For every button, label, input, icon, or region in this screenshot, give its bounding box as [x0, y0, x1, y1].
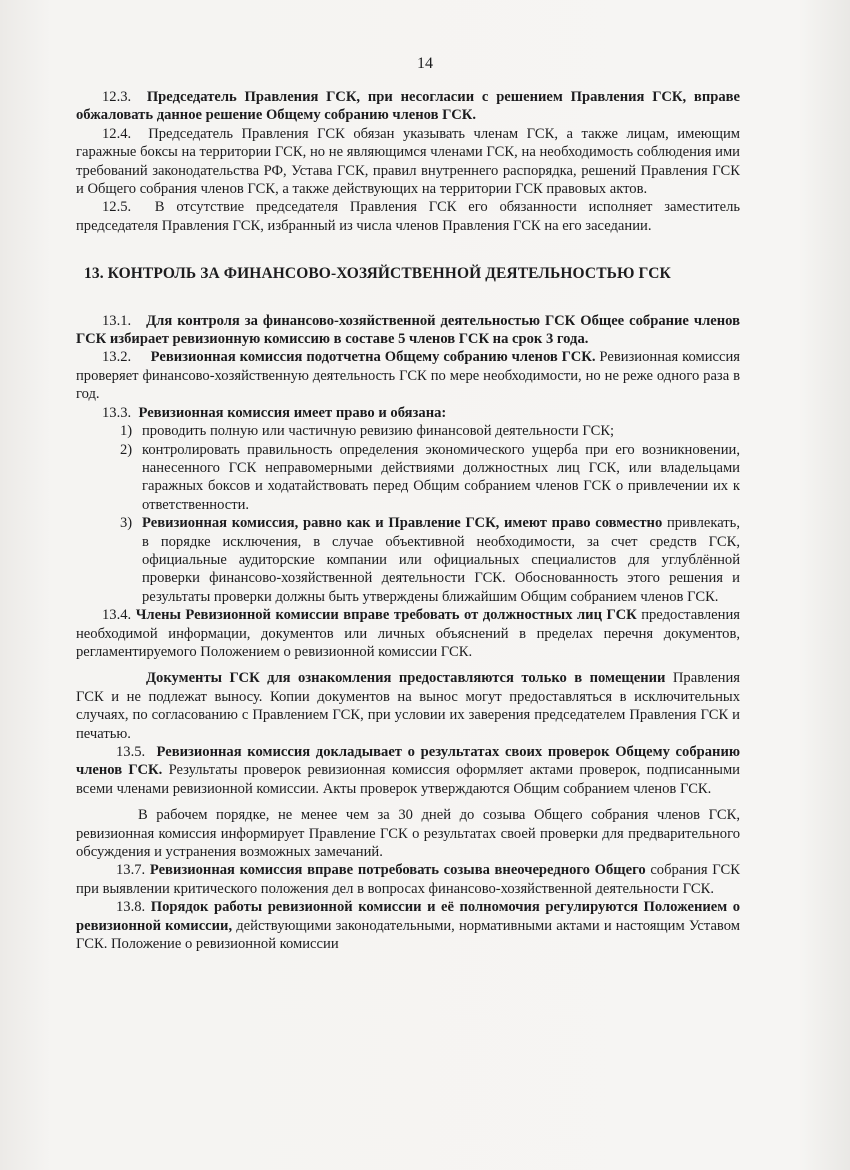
paragraph-13-1 [76, 312, 740, 349]
list-item-text: проводить полную или частичную ревизию финансовой деятельности ГСК; [142, 423, 615, 440]
paragraph-12-3 [76, 88, 740, 125]
paragraph-13-7 [76, 861, 740, 898]
clause-number: 13.4. [102, 607, 132, 624]
list-item-bold-text: Ревизионная комиссия, равно как и Правление ГСК, имеют право совместно [142, 515, 663, 532]
clause-text: В рабочем порядке, не менее чем за 30 дней до созыва Общего собрания членов ГСК, ревизионная комиссия информирует Правление ГСК о результатах своей проверки для предварительного обсуждения и устранения возможных замечаний. [76, 807, 740, 861]
clause-number: 13.2. [102, 349, 132, 366]
list-item [76, 514, 740, 606]
clause-text: предоставления необходимой информации, документов или личных объяснений в пределах перечня документов, регламентируемого Положением о ревизионной комиссии ГСК. [76, 607, 740, 660]
paragraph-12-4 [76, 125, 740, 199]
clause-number: 13.3. [102, 404, 132, 421]
clause-number: 12.5. [102, 199, 132, 216]
clause-text: Ревизионная комиссия проверяет финансово-хозяйственную деятельность ГСК по мере необходимости, но не реже одного раза в год. [76, 349, 740, 403]
list-item-number: 3) [120, 515, 133, 532]
paragraph-13-4-documents [76, 669, 740, 743]
list-item-number: 1) [120, 423, 133, 440]
clause-bold-text: Ревизионная комиссия подотчетна Общему собранию членов ГСК. [150, 349, 596, 366]
clause-number: 13.7. [116, 862, 146, 879]
document-body [76, 88, 740, 953]
section-heading: 13. КОНТРОЛЬ ЗА ФИНАНСОВО-ХОЗЯЙСТВЕННОЙ ДЕЯТЕЛЬНОСТЬЮ ГСК [84, 265, 671, 283]
clause-text: В отсутствие председателя Правления ГСК его обязанности исполняет заместитель председателя Правления ГСК, избранный из числа членов Правления ГСК на его заседании. [76, 199, 741, 234]
paragraph-12-5 [76, 198, 740, 235]
clause-bold-text: Ревизионная комиссия имеет право и обязана: [138, 404, 447, 421]
clause-bold-text: Документы ГСК для ознакомления предоставляются только в помещении [146, 670, 666, 687]
clause-text: Председатель Правления ГСК обязан указывать членам ГСК, а также лицам, имеющим гаражные боксы на территории ГСК, но не являющимся членами ГСК, на необходимость соблюдения ими требований законодательства РФ, Устава ГСК, правил внутреннего распорядка, решений Правления ГСК и Общего собрания членов ГСК, а также действующих на территории ГСК правовых актов. [76, 125, 740, 198]
list-item [76, 441, 740, 515]
clause-number: 12.4. [102, 125, 132, 142]
list-item-number: 2) [120, 441, 133, 458]
clause-number: 13.5. [116, 744, 146, 760]
list-item-text: привлекать, в порядке исключения, в случае объективной необходимости, за счет средств ГСК, официальные аудиторские компании или официальных специалистов для углублённой проверки финансово-хозяйственной деятельности ГСК. Обоснованность этого решения и результаты проверки должны быть утверждены ближайшим Общим собранием членов ГСК. [142, 515, 740, 605]
clause-number: 12.3. [102, 89, 132, 105]
clause-text: собрания ГСК при выявлении критического положения дел в вопросах финансово-хозяйственной деятельности ГСК. [76, 862, 740, 897]
clause-text: Правления ГСК и не подлежат выносу. Копии документов на вынос могут предоставляться в исключительных случаях, по согласованию с Правлением ГСК, при условии их заверения председателем Правления ГСК и печатью. [76, 670, 740, 742]
paragraph-13-3 [76, 404, 740, 422]
list-item-text: контролировать правильность определения экономического ущерба при его возникновении, нанесенного ГСК неправомерными действиями должностных лиц ГСК, или владельцами гаражных боксов и ходатайствовать перед Общим собранием членов ГСК о привлечении их к ответственности. [142, 441, 740, 513]
clause-text: Для контроля за финансово-хозяйственной деятельностью ГСК Общее собрание членов ГСК избирает ревизионную комиссию в составе 5 членов ГСК на срок 3 года. [76, 312, 740, 348]
clause-bold-text: Порядок работы ревизионной комиссии и её полномочия регулируются Положением о ревизионной комиссии, [76, 899, 740, 934]
paragraph-13-8 [76, 898, 740, 953]
list-item [76, 422, 740, 440]
page-number: 14 [417, 55, 433, 72]
clause-text: Результаты проверок ревизионная комиссия оформляет актами проверок, подписанными всеми членами ревизионной комиссии. Акты проверок утверждаются Общим собранием членов ГСК. [76, 762, 740, 797]
paragraph-13-4 [76, 606, 740, 661]
paragraph-13-5 [76, 743, 740, 798]
paragraph-13-6 [76, 806, 740, 861]
clause-bold-text: Ревизионная комиссия вправе потребовать созыва внеочередного Общего [149, 862, 646, 879]
clause-number: 13.1. [102, 312, 132, 329]
clause-bold-text: Члены Ревизионной комиссии вправе требовать от должностных лиц ГСК [135, 607, 637, 624]
clause-number: 13.8. [116, 899, 146, 916]
paragraph-13-2 [76, 348, 740, 403]
clause-text: действующими законодательными, нормативными актами и настоящим Уставом ГСК. Положение о ревизионной комиссии [76, 917, 740, 953]
clause-bold-text: Ревизионная комиссия докладывает о результатах своих проверок Общему собранию членов ГСК. [76, 744, 741, 779]
clause-text: Председатель Правления ГСК, при несогласии с решением Правления ГСК, вправе обжаловать данное решение Общему собранию членов ГСК. [76, 89, 740, 124]
rights-list [76, 422, 740, 606]
